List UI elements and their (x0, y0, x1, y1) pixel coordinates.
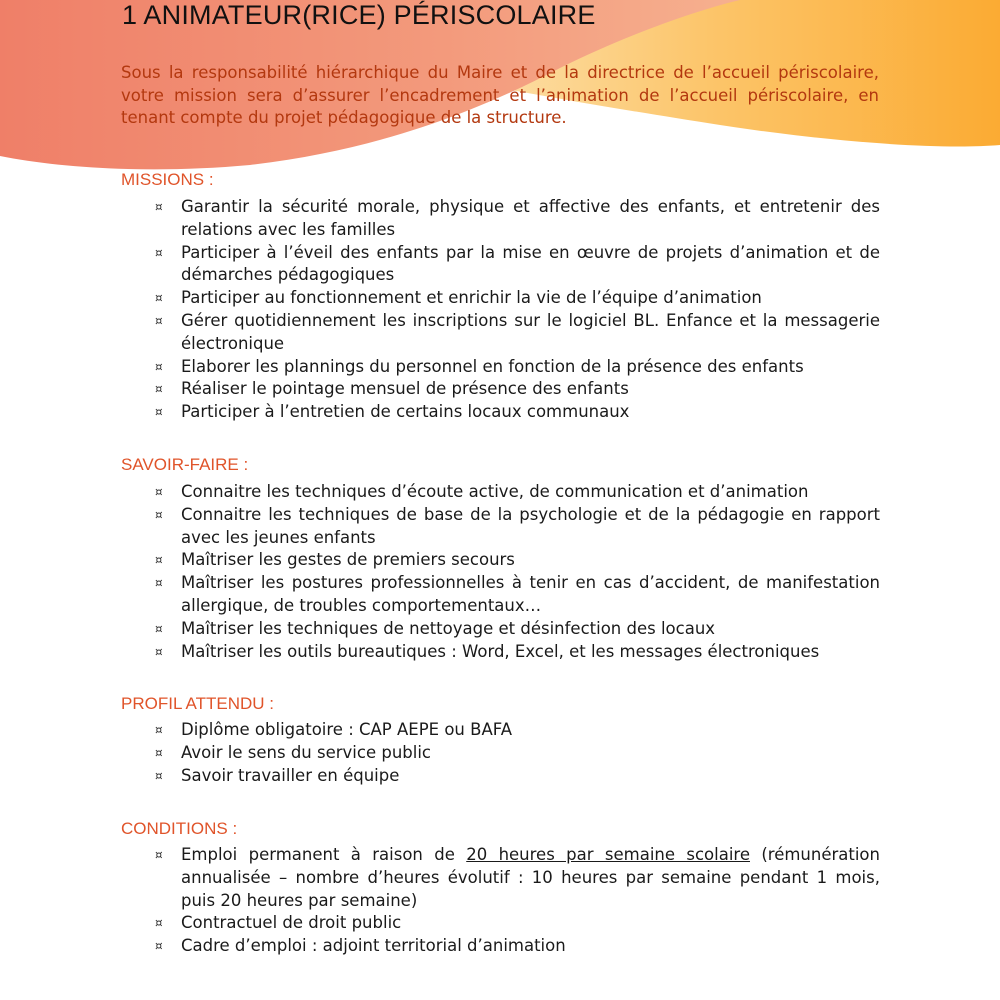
bullet-icon: ¤ (155, 576, 163, 591)
intro-paragraph: Sous la responsabilité hiérarchique du Maire et de la directrice de l’accueil périscolaire, votre mission sera d’assurer l’encadrement et l’animation de l’accueil périscolaire, en tenant compte du projet pédagogique de la structure. (121, 63, 879, 127)
list-item: ¤ Garantir la sécurité morale, physique et affective des enfants, et entretenir des relations avec les familles (155, 197, 880, 239)
list-item: ¤ Maîtriser les postures professionnelles à tenir en cas d’accident, de manifestation allergique, de troubles comportementaux… (155, 573, 880, 615)
list-item: ¤ Gérer quotidiennement les inscriptions sur le logiciel BL. Enfance et la messagerie électronique (155, 310, 880, 353)
bullet-icon: ¤ (155, 745, 163, 760)
list-item: ¤ Participer à l’entretien de certains locaux communaux (0, 401, 880, 424)
profil-list (0, 719, 880, 787)
bullet-icon: ¤ (155, 939, 163, 954)
list-item: ¤ Contractuel de droit public (0, 912, 880, 935)
list-item: ¤ Emploi permanent à raison de 20 heures par semaine scolaire (rémunération annualisée – nombre d’heures évolutif : 10 heures par semaine pendant 1 mois, puis 20 heures par semaine) (155, 845, 880, 910)
list-item: ¤ Elaborer les plannings du personnel en fonction de la présence des enfants (0, 356, 880, 379)
list-item: ¤ Maîtriser les outils bureautiques : Word, Excel, et les messages électroniques (0, 641, 880, 664)
list-item: ¤ Connaitre les techniques de base de la psychologie et de la pédagogie en rapport avec les jeunes enfants (155, 504, 880, 547)
savoir-faire-heading: SAVOIR-FAIRE : (121, 455, 249, 474)
bullet-icon: ¤ (155, 245, 163, 260)
list-item: ¤ Participer à l’éveil des enfants par la mise en œuvre de projets d’animation et de démarches pédagogiques (155, 242, 880, 285)
list-item: ¤ Réaliser le pointage mensuel de présence des enfants (0, 378, 880, 401)
list-item: ¤ Maîtriser les techniques de nettoyage et désinfection des locaux (0, 618, 880, 641)
bullet-icon: ¤ (155, 485, 163, 499)
bullet-icon: ¤ (155, 916, 163, 931)
bullet-icon: ¤ (155, 359, 163, 374)
bullet-icon: ¤ (155, 768, 163, 783)
list-item: ¤ Diplôme obligatoire : CAP AEPE ou BAFA (0, 719, 880, 742)
bullet-icon: ¤ (155, 291, 163, 306)
page-title: 1 ANIMATEUR(RICE) PÉRISCOLAIRE (122, 0, 596, 30)
bullet-icon: ¤ (155, 553, 163, 568)
bullet-icon: ¤ (155, 313, 163, 328)
conditions-list (0, 844, 880, 958)
bullet-icon: ¤ (155, 848, 163, 862)
missions-heading: MISSIONS : (121, 170, 214, 189)
savoir-faire-list (0, 481, 880, 663)
bullet-icon: ¤ (155, 507, 163, 522)
bullet-icon: ¤ (155, 723, 163, 737)
list-item: ¤ Cadre d’emploi : adjoint territorial d’animation (0, 935, 880, 958)
profil-heading: PROFIL ATTENDU : (121, 694, 275, 713)
missions-list (0, 196, 880, 424)
list-item: ¤ Savoir travailler en équipe (0, 765, 880, 788)
list-item: ¤ Avoir le sens du service public (0, 742, 880, 765)
list-item: ¤ Connaitre les techniques d’écoute active, de communication et d’animation (0, 481, 880, 504)
bullet-icon: ¤ (155, 644, 163, 659)
list-item: ¤ Maîtriser les gestes de premiers secours (0, 549, 880, 572)
bullet-icon: ¤ (155, 405, 163, 420)
bullet-icon: ¤ (155, 200, 163, 214)
bullet-icon: ¤ (155, 382, 163, 397)
conditions-heading: CONDITIONS : (121, 819, 238, 838)
list-item: ¤ Participer au fonctionnement et enrichir la vie de l’équipe d’animation (0, 287, 880, 310)
bullet-icon: ¤ (155, 621, 163, 636)
hours-emphasis: 20 heures par semaine scolaire (466, 845, 750, 864)
